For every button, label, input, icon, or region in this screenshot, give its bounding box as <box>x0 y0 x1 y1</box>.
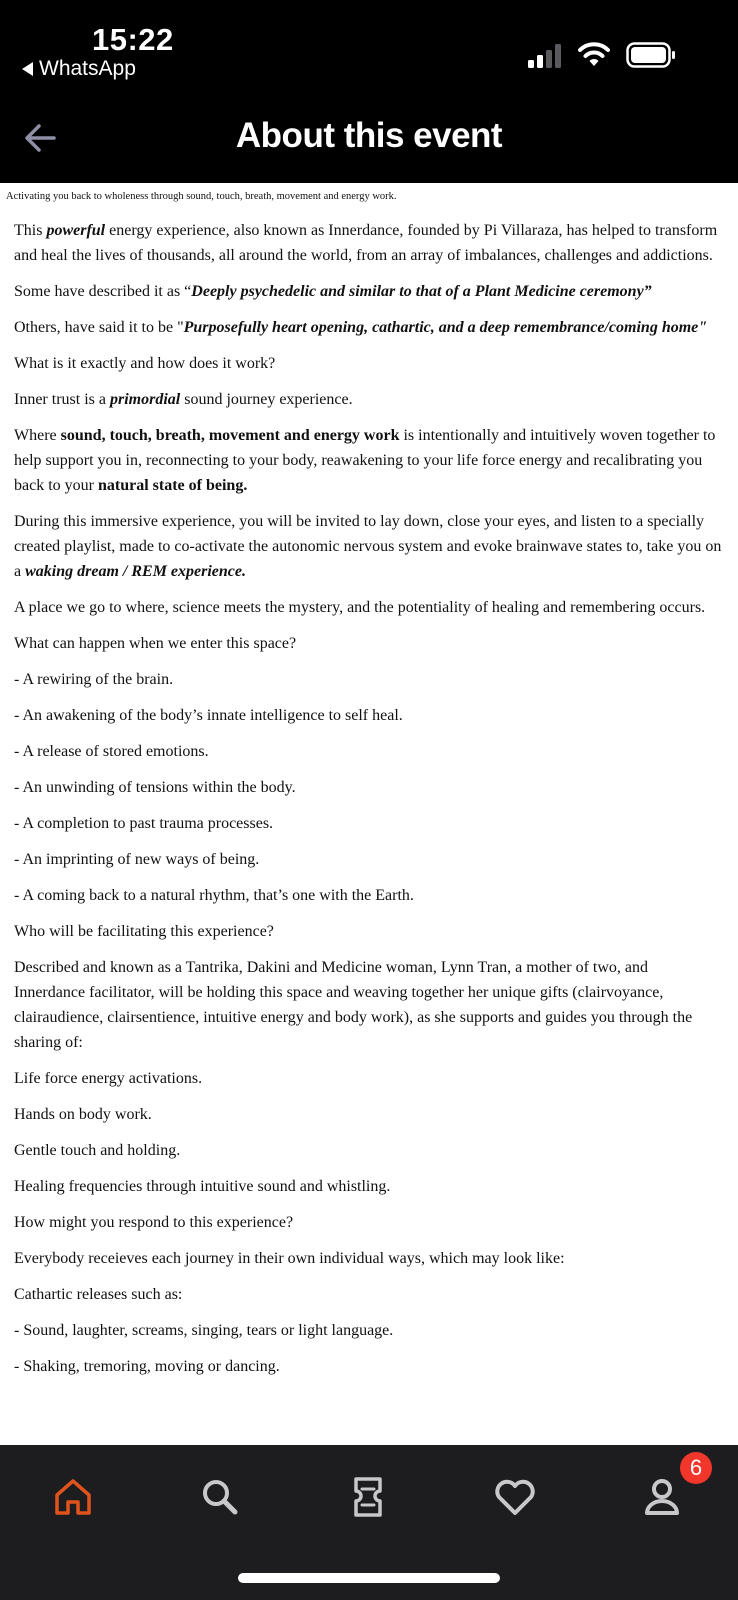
back-triangle-icon <box>22 62 33 76</box>
text-run: Where <box>14 426 61 444</box>
text-run: - A release of stored emotions. <box>14 742 209 760</box>
emphasis-text: Deeply psychedelic and similar to that of a Plant Medicine ceremony” <box>191 282 652 300</box>
text-run: Cathartic releases such as: <box>14 1285 183 1303</box>
description-paragraph <box>14 955 722 1055</box>
description-paragraph <box>14 1318 722 1343</box>
description-paragraph <box>14 1210 722 1235</box>
home-indicator[interactable] <box>238 1573 500 1583</box>
description-paragraph <box>14 279 722 304</box>
description-paragraph <box>14 1174 722 1199</box>
search-icon[interactable] <box>198 1475 242 1519</box>
text-run: energy experience, also known as Innerdance, founded by Pi Villaraza, has helped to transform and heal the lives of thousands, all around the world, from an array of imbalances, challenges and addictions. <box>14 221 718 264</box>
text-run: - Shaking, tremoring, moving or dancing. <box>14 1357 280 1375</box>
description-paragraph <box>14 1102 722 1127</box>
text-run: - A completion to past trauma processes. <box>14 814 274 832</box>
home-icon[interactable] <box>51 1475 95 1519</box>
text-run: - A rewiring of the brain. <box>14 670 174 688</box>
ticket-icon[interactable] <box>346 1475 390 1519</box>
text-run: - Sound, laughter, screams, singing, tears or light language. <box>14 1321 394 1339</box>
text-run: - An awakening of the body’s innate intelligence to self heal. <box>14 706 403 724</box>
heart-icon[interactable] <box>493 1475 537 1519</box>
text-run: Others, have said it to be " <box>14 318 184 336</box>
text-run: Gentle touch and holding. <box>14 1141 181 1159</box>
text-run: - A coming back to a natural rhythm, that’s one with the Earth. <box>14 886 414 904</box>
emphasis-text: Purposefully heart opening, cathartic, and a deep remembrance/coming home" <box>183 318 708 336</box>
status-time: 15:22 <box>92 22 174 57</box>
page-header <box>0 96 738 183</box>
text-run: is intentionally and intuitively woven together to help support you in, reconnecting to your body, reawakening to your life force energy and recalibrating you back to your <box>14 426 716 494</box>
emphasis-text: natural state of being. <box>97 476 248 494</box>
description-paragraph <box>14 703 722 728</box>
description-paragraph <box>14 595 722 620</box>
description-paragraph <box>14 847 722 872</box>
text-run: sound journey experience. <box>180 390 353 408</box>
back-to-app-link[interactable] <box>22 57 136 81</box>
description-paragraph <box>14 351 722 376</box>
description-paragraph <box>14 667 722 692</box>
profile-notification-badge: 6 <box>680 1452 712 1484</box>
description-paragraph <box>14 315 722 340</box>
description-paragraph <box>14 631 722 656</box>
description-paragraph <box>14 739 722 764</box>
description-paragraph <box>14 423 722 498</box>
description-paragraph <box>14 1066 722 1091</box>
text-run: This <box>14 221 47 239</box>
description-paragraph <box>14 387 722 412</box>
text-run: During this immersive experience, you will be invited to lay down, close your eyes, and listen to a specially created playlist, made to co-activate the autonomic nervous system and evoke brainwave states to, take you on a <box>14 512 722 580</box>
text-run: - An imprinting of new ways of being. <box>14 850 260 868</box>
description-paragraph <box>14 1138 722 1163</box>
description-paragraph <box>14 1354 722 1379</box>
description-paragraph <box>14 218 722 268</box>
text-run: What is it exactly and how does it work? <box>14 354 276 372</box>
emphasis-text: primordial <box>109 390 181 408</box>
event-summary: Activating you back to wholeness through sound, touch, breath, movement and energy work. <box>6 191 397 202</box>
description-paragraph <box>14 811 722 836</box>
description-paragraph <box>14 1282 722 1307</box>
text-run: What can happen when we enter this space? <box>14 634 297 652</box>
text-run: Some have described it as “ <box>14 282 192 300</box>
text-run: Inner trust is a <box>14 390 110 408</box>
status-bar <box>0 0 738 96</box>
emphasis-text: sound, touch, breath, movement and energy work <box>60 426 400 444</box>
wifi-icon <box>578 40 610 68</box>
text-run: Hands on body work. <box>14 1105 152 1123</box>
event-description <box>0 183 738 1445</box>
text-run: Described and known as a Tantrika, Dakini and Medicine woman, Lynn Tran, a mother of two, and Innerdance facilitator, will be holding this space and weaving together her unique gifts (clairvoyance, clairaudience, clairsentience, intuitive energy and body work), as she supports and guides you through the sharing of: <box>14 958 693 1051</box>
description-paragraph <box>14 1246 722 1271</box>
description-paragraph <box>14 509 722 584</box>
profile-icon[interactable] <box>640 1475 684 1519</box>
description-paragraph <box>14 919 722 944</box>
back-app-label: WhatsApp <box>39 57 136 80</box>
page-title: About this event <box>235 116 503 155</box>
text-run: Life force energy activations. <box>14 1069 203 1087</box>
text-run: - An unwinding of tensions within the body. <box>14 778 296 796</box>
text-run: Everybody receieves each journey in their own individual ways, which may look like: <box>14 1249 565 1267</box>
text-run: Who will be facilitating this experience? <box>14 922 274 940</box>
emphasis-text: powerful <box>46 221 106 239</box>
text-run: How might you respond to this experience? <box>14 1213 294 1231</box>
text-run: Healing frequencies through intuitive sound and whistling. <box>14 1177 391 1195</box>
description-paragraph <box>14 883 722 908</box>
cellular-signal-icon <box>528 44 564 68</box>
description-body <box>0 218 738 1379</box>
battery-icon <box>626 42 676 68</box>
text-run: A place we go to where, science meets the mystery, and the potentiality of healing and remembering occurs. <box>14 598 706 616</box>
description-paragraph <box>14 775 722 800</box>
emphasis-text: waking dream / REM experience. <box>25 562 246 580</box>
